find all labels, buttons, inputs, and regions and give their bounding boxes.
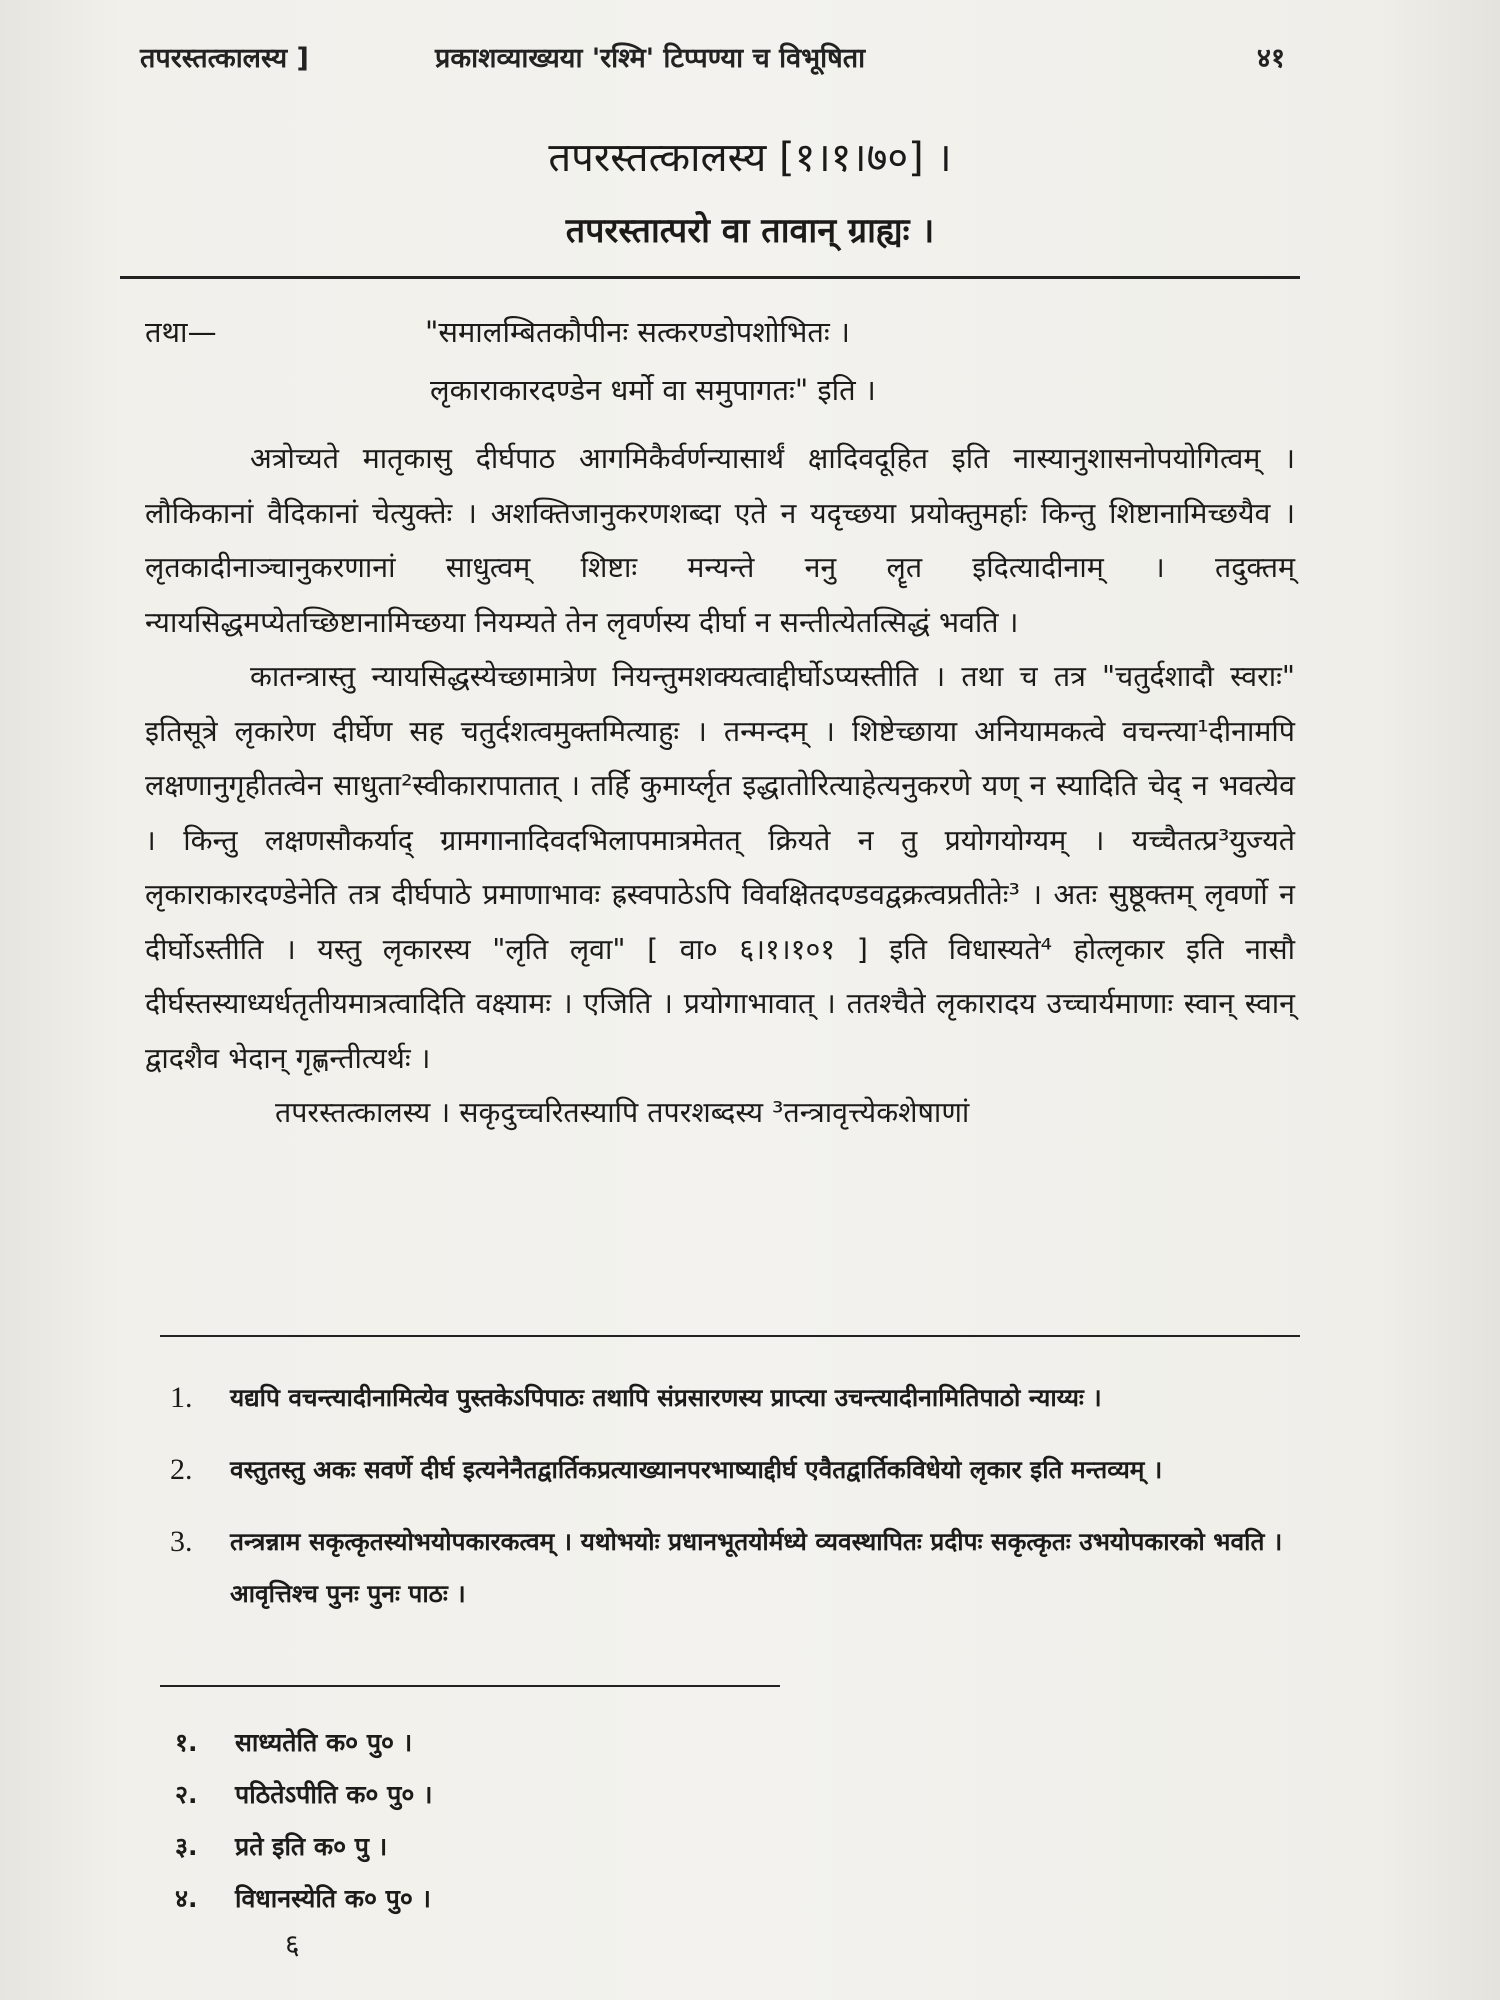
footnote-text: वस्तुतस्तु अकः सवर्णे दीर्घ इत्यनेनैतद्वार्तिकप्रत्याख्यानपरभाष्याद्दीर्घ एवैतद्वार्तिकविधेयो लृकार इति मन्तव्यम् ।	[230, 1455, 1163, 1484]
commentary-body	[145, 432, 1295, 1141]
footnotes	[170, 1372, 1300, 1640]
variant-number: २.	[175, 1780, 198, 1809]
page-number: ४१	[1256, 43, 1285, 74]
verse-line-1: "समालम्बितकौपीनः सत्करण्डोपशोभितः ।	[425, 315, 850, 349]
footnote	[170, 1516, 1300, 1620]
vrtti-line: तपरस्तात्परो वा तावान् ग्राह्यः ।	[565, 211, 935, 251]
running-head-left: तपरस्तत्कालस्य ]	[140, 43, 309, 74]
footnote-number: 2.	[170, 1453, 193, 1486]
sutra-heading: तपरस्तत्कालस्य [१।१।७०] ।	[548, 135, 952, 181]
variant-text: साध्यतेति क० पु० ।	[235, 1728, 413, 1757]
footnote-text: तन्त्रन्नाम सकृत्कृतस्योभयोपकारकत्वम् । यथोभयोः प्रधानभूतयोर्मध्ये व्यवस्थापितः प्रदीपः सकृत्कृतः उभयोपकारको भवति । आवृत्तिश्च पुनः पुनः पाठः ।	[230, 1527, 1283, 1608]
footnote-text: यद्यपि वचन्त्यादीनामित्येव पुस्तकेऽपिपाठः तथापि संप्रसारणस्य प्राप्त्या उचन्त्यादीनामितिपाठो न्याय्यः ।	[230, 1383, 1102, 1412]
variant-number: १.	[175, 1728, 198, 1757]
footnote	[170, 1444, 1300, 1496]
footnote-number: 3.	[170, 1525, 193, 1558]
variant-readings	[175, 1717, 875, 1925]
variant-text: प्रते इति क० पु ।	[235, 1832, 388, 1861]
variant-number: ३.	[175, 1832, 198, 1861]
variant-number: ४.	[175, 1884, 198, 1913]
variant-divider	[160, 1685, 780, 1687]
header-divider	[120, 276, 1300, 279]
verse-label: तथा—	[145, 315, 217, 349]
variant-reading	[175, 1717, 875, 1769]
variant-reading	[175, 1769, 875, 1821]
signature-mark: ६	[285, 1928, 300, 1961]
running-head	[140, 38, 1285, 78]
variant-reading	[175, 1873, 875, 1925]
variant-text: पठितेऽपीति क० पु० ।	[235, 1780, 433, 1809]
commentary-continuation: तपरस्तत्कालस्य । सकृदुच्चरितस्यापि तपरशब्दस्य ³तन्त्रावृत्त्येकशेषाणां	[275, 1096, 970, 1129]
running-head-title: प्रकाशव्याख्यया 'रश्मि' टिप्पण्या च विभूषिता	[435, 43, 866, 74]
verse-line-2: लृकाराकारदण्डेन धर्मो वा समुपागतः" इति ।	[430, 373, 876, 407]
commentary-paragraph-2: कातन्त्रास्तु न्यायसिद्धस्येच्छामात्रेण नियन्तुमशक्यत्वाद्दीर्घोऽप्यस्तीति । तथा च तत्र "चतुर्दशादौ स्वराः" इतिसूत्रे लृकारेण दीर्घेण सह चतुर्दशत्वमुक्तमित्याहुः । तन्मन्दम् । शिष्टेच्छाया अनियामकत्वे वचन्त्या¹दीनामपि लक्षणानुगृहीतत्वेन साधुता²स्वीकारापातात् । तर्हि कुमार्य्लृत इद्धातोरित्याहेत्यनुकरणे यण् न स्यादिति चेद् न भवत्येव । किन्तु लक्षणसौकर्याद् ग्रामगानादिवदभिलापमात्रमेतत् क्रियते न तु प्रयोगयोग्यम् । यच्चैतत्प्र³युज्यते लृकाराकारदण्डेनेति तत्र दीर्घपाठे प्रमाणाभावः ह्रस्वपाठेऽपि विवक्षितदण्डवद्वक्रत्वप्रतीतेः³ । अतः सुष्ठूक्तम् लृवर्णो न दीर्घोऽस्तीति । यस्तु लृकारस्य "लृति लृवा" [ वा० ६।१।१०१ ] इति विधास्यते⁴ होत्लृकार इति नासौ दीर्घस्तस्याध्यर्धतृतीयमात्रत्वादिति वक्ष्यामः । एजिति । प्रयोगाभावात् । ततश्चैते लृकारादय उच्चार्यमाणाः स्वान् स्वान् द्वादशैव भेदान् गृह्णन्तीत्यर्थः ।	[145, 660, 1295, 1075]
variant-text: विधानस्येति क० पु० ।	[235, 1884, 432, 1913]
commentary-paragraph-1: अत्रोच्यते मातृकासु दीर्घपाठ आगमिकैर्वर्णन्यासार्थं क्षादिवदूहित इति नास्यानुशासनोपयोगित्वम् । लौकिकानां वैदिकानां चेत्युक्तेः । अशक्तिजानुकरणशब्दा एते न यदृच्छया प्रयोक्तुमर्हाः किन्तु शिष्टानामिच्छयैव । लृतकादीनाञ्चानुकरणानां साधुत्वम् शिष्टाः मन्यन्ते ननु लॄत इदित्यादीनाम् । तदुक्तम् न्यायसिद्धमप्येतच्छिष्टानामिच्छया नियम्यते तेन लृवर्णस्य दीर्घा न सन्तीत्येतत्सिद्धं भवति ।	[145, 442, 1295, 639]
footnote-number: 1.	[170, 1381, 193, 1414]
footnote-divider	[160, 1335, 1300, 1337]
footnote	[170, 1372, 1300, 1424]
variant-reading	[175, 1821, 875, 1873]
